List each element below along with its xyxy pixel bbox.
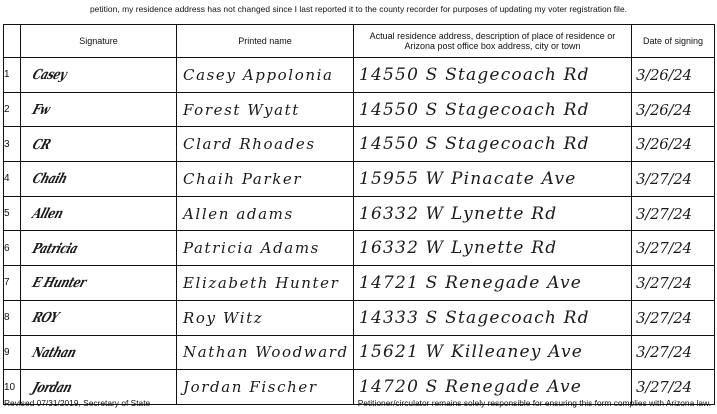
printed-name-column-header: Printed name: [177, 25, 354, 58]
form-top-note: petition, my residence address has not changed since I last reported it to the county recorder for purposes of updating my voter registration file.: [89, 4, 628, 14]
address-cell: [354, 58, 632, 93]
handwritten-name: Casey Appolonia: [183, 65, 334, 84]
row-number: 3: [4, 127, 21, 162]
handwritten-signature: CR: [30, 136, 53, 153]
handwritten-date: 3/26/24: [636, 135, 692, 154]
address-cell: [354, 266, 632, 301]
date-cell: [632, 335, 715, 370]
handwritten-date: 3/27/24: [636, 169, 692, 188]
row-number: 2: [4, 92, 21, 127]
row-number: 10: [4, 370, 21, 405]
signature-cell: [21, 58, 177, 93]
handwritten-address: 15621 W Killeaney Ave: [359, 342, 584, 363]
printed-name-cell: [177, 370, 354, 405]
handwritten-signature: E Hunter: [30, 274, 89, 292]
row-number: 4: [4, 162, 21, 197]
printed-name-cell: [177, 92, 354, 127]
handwritten-name: Allen adams: [183, 204, 294, 223]
address-cell: [354, 300, 632, 335]
handwritten-name: Nathan Woodward: [183, 343, 349, 362]
handwritten-address: 16332 W Lynette Rd: [359, 203, 558, 224]
table-row: [4, 58, 715, 93]
signature-cell: [21, 335, 177, 370]
handwritten-address: 14550 S Stagecoach Rd: [359, 134, 590, 155]
table-row: [4, 162, 715, 197]
handwritten-date: 3/27/24: [636, 378, 692, 397]
date-cell: [632, 127, 715, 162]
date-cell: [632, 58, 715, 93]
date-cell: [632, 196, 715, 231]
handwritten-name: Forest Wyatt: [183, 100, 300, 119]
table-row: [4, 92, 715, 127]
handwritten-name: Patricia Adams: [183, 239, 320, 258]
handwritten-address: 14720 S Renegade Ave: [359, 377, 583, 398]
signature-cell: [21, 196, 177, 231]
revision-note: Revised 07/31/2019, Secretary of State: [4, 398, 151, 408]
signature-cell: [21, 127, 177, 162]
printed-name-cell: [177, 335, 354, 370]
printed-name-cell: [177, 162, 354, 197]
handwritten-signature: Nathan: [30, 344, 79, 361]
table-row: [4, 266, 715, 301]
date-column-header: Date of signing: [632, 25, 715, 58]
printed-name-cell: [177, 231, 354, 266]
signature-rows: [4, 58, 715, 405]
signature-cell: [21, 266, 177, 301]
printed-name-cell: [177, 266, 354, 301]
handwritten-name: Clard Rhoades: [183, 135, 316, 154]
handwritten-address: 15955 W Pinacate Ave: [359, 168, 577, 189]
table-row: [4, 127, 715, 162]
row-number: 8: [4, 300, 21, 335]
date-cell: [632, 92, 715, 127]
printed-name-cell: [177, 196, 354, 231]
handwritten-address: 14550 S Stagecoach Rd: [359, 99, 590, 120]
compliance-note: Petitioner/circulator remains solely responsible for ensuring this form complies with Arizona law.: [357, 398, 711, 408]
handwritten-signature: Jordan: [30, 378, 74, 396]
row-number-header: [4, 25, 21, 58]
signature-cell: [21, 300, 177, 335]
handwritten-date: 3/27/24: [636, 343, 692, 362]
table-row: [4, 300, 715, 335]
handwritten-signature: ROY: [30, 309, 61, 326]
handwritten-date: 3/26/24: [636, 65, 692, 84]
row-number: 1: [4, 58, 21, 93]
handwritten-address: 14333 S Stagecoach Rd: [359, 307, 590, 328]
printed-name-cell: [177, 127, 354, 162]
address-cell: [354, 162, 632, 197]
table-row: [4, 231, 715, 266]
signature-cell: [21, 92, 177, 127]
address-column-header: Actual residence address, description of place of residence or Arizona post office box address, city or town: [354, 25, 632, 58]
printed-name-cell: [177, 300, 354, 335]
date-cell: [632, 266, 715, 301]
handwritten-signature: Patricia: [30, 240, 80, 257]
date-cell: [632, 300, 715, 335]
signature-column-header: Signature: [21, 25, 177, 58]
handwritten-date: 3/27/24: [636, 273, 692, 292]
handwritten-signature: Casey: [30, 66, 69, 83]
handwritten-name: Chaih Parker: [183, 169, 303, 188]
signature-sheet-table: [3, 24, 715, 405]
table-header-row: [4, 25, 715, 58]
handwritten-date: 3/27/24: [636, 239, 692, 258]
handwritten-signature: Allen: [30, 205, 66, 222]
date-cell: [632, 162, 715, 197]
handwritten-date: 3/27/24: [636, 204, 692, 223]
row-number: 9: [4, 335, 21, 370]
row-number: 5: [4, 196, 21, 231]
address-cell: [354, 92, 632, 127]
handwritten-date: 3/27/24: [636, 308, 692, 327]
table-row: [4, 196, 715, 231]
date-cell: [632, 231, 715, 266]
address-cell: [354, 127, 632, 162]
printed-name-cell: [177, 58, 354, 93]
address-cell: [354, 231, 632, 266]
handwritten-address: 14550 S Stagecoach Rd: [359, 64, 590, 85]
handwritten-signature: Chaih: [30, 170, 70, 188]
row-number: 6: [4, 231, 21, 266]
handwritten-date: 3/26/24: [636, 100, 692, 119]
address-cell: [354, 196, 632, 231]
signature-cell: [21, 231, 177, 266]
handwritten-name: Jordan Fischer: [183, 378, 318, 397]
address-cell: [354, 335, 632, 370]
handwritten-signature: Fw: [30, 101, 52, 118]
handwritten-address: 16332 W Lynette Rd: [359, 238, 558, 259]
signature-cell: [21, 162, 177, 197]
table-row: [4, 335, 715, 370]
handwritten-name: Elizabeth Hunter: [183, 273, 340, 292]
handwritten-name: Roy Witz: [183, 308, 264, 327]
row-number: 7: [4, 266, 21, 301]
handwritten-address: 14721 S Renegade Ave: [359, 272, 583, 293]
